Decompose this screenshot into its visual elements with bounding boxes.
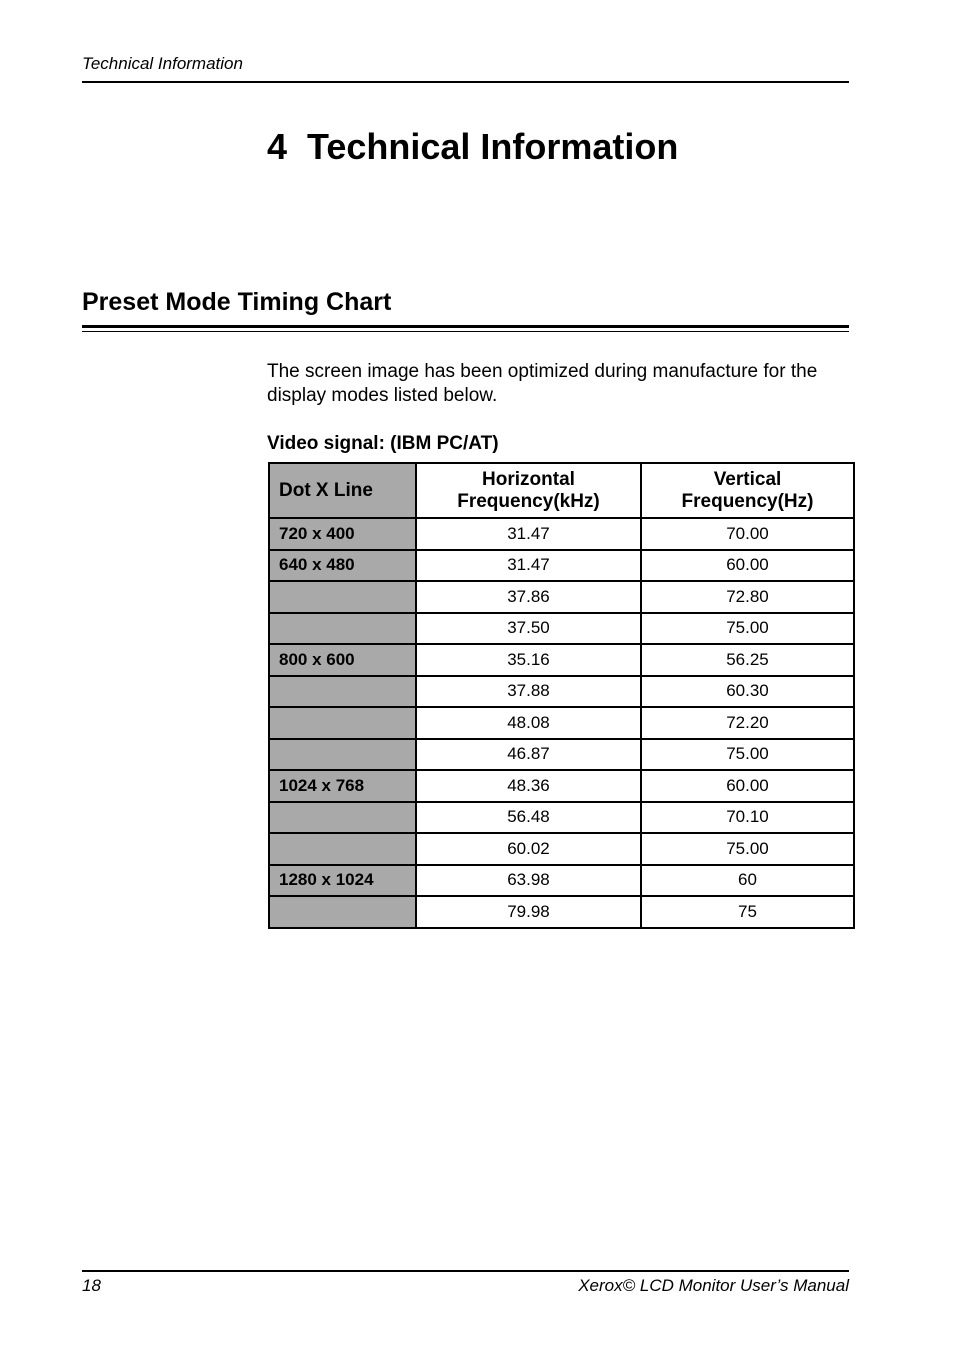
horizontal-frequency-cell: 56.48	[416, 802, 641, 834]
chapter-title	[267, 126, 678, 168]
horizontal-frequency-cell: 35.16	[416, 644, 641, 676]
column-header-line: Frequency(kHz)	[457, 490, 600, 512]
table-row	[269, 707, 854, 739]
vertical-frequency-cell: 75	[641, 896, 854, 928]
vertical-frequency-cell: 75.00	[641, 739, 854, 771]
running-header: Technical Information	[82, 54, 243, 73]
column-header-vertical-frequency	[641, 463, 854, 518]
page-number: 18	[82, 1276, 101, 1295]
mode-cell	[269, 707, 416, 739]
vertical-frequency-cell: 56.25	[641, 644, 854, 676]
table-caption: Video signal: (IBM PC/AT)	[267, 433, 499, 454]
mode-cell	[269, 802, 416, 834]
footer-rule	[82, 1270, 849, 1272]
horizontal-frequency-cell: 46.87	[416, 739, 641, 771]
timing-table	[268, 462, 855, 929]
table-row	[269, 676, 854, 708]
vertical-frequency-cell: 60.30	[641, 676, 854, 708]
table-row	[269, 739, 854, 771]
vertical-frequency-cell: 72.20	[641, 707, 854, 739]
vertical-frequency-cell: 60.00	[641, 550, 854, 582]
column-header-horizontal-frequency	[416, 463, 641, 518]
mode-cell: 1024 x 768	[269, 770, 416, 802]
horizontal-frequency-cell: 48.36	[416, 770, 641, 802]
horizontal-frequency-cell: 37.86	[416, 581, 641, 613]
mode-cell: 800 x 600	[269, 644, 416, 676]
mode-cell	[269, 739, 416, 771]
table-header-row	[269, 463, 854, 518]
vertical-frequency-cell: 60.00	[641, 770, 854, 802]
vertical-frequency-cell: 70.10	[641, 802, 854, 834]
horizontal-frequency-cell: 79.98	[416, 896, 641, 928]
table-row	[269, 518, 854, 550]
column-header-line: Frequency(Hz)	[681, 490, 814, 512]
chapter-title-text: Technical Information	[307, 126, 679, 167]
vertical-frequency-cell: 70.00	[641, 518, 854, 550]
mode-cell: 640 x 480	[269, 550, 416, 582]
vertical-frequency-cell: 72.80	[641, 581, 854, 613]
table-row	[269, 550, 854, 582]
column-header-line: Vertical	[713, 468, 782, 490]
column-header-dot-x-line	[269, 463, 416, 518]
column-header-line: Horizontal	[482, 468, 575, 490]
section-title: Preset Mode Timing Chart	[82, 288, 392, 316]
table-row	[269, 802, 854, 834]
mode-cell	[269, 833, 416, 865]
table-row	[269, 896, 854, 928]
vertical-frequency-cell: 75.00	[641, 613, 854, 645]
horizontal-frequency-cell: 48.08	[416, 707, 641, 739]
mode-cell	[269, 676, 416, 708]
horizontal-frequency-cell: 37.88	[416, 676, 641, 708]
horizontal-frequency-cell: 60.02	[416, 833, 641, 865]
mode-cell	[269, 581, 416, 613]
section-rule	[82, 325, 849, 332]
header-rule	[82, 81, 849, 83]
table-row	[269, 833, 854, 865]
horizontal-frequency-cell: 31.47	[416, 518, 641, 550]
horizontal-frequency-cell: 37.50	[416, 613, 641, 645]
table-row	[269, 613, 854, 645]
intro-paragraph: The screen image has been optimized during manufacture for the display modes listed below.	[267, 361, 818, 406]
mode-cell	[269, 896, 416, 928]
mode-cell	[269, 613, 416, 645]
mode-cell: 1280 x 1024	[269, 865, 416, 897]
table-row	[269, 770, 854, 802]
column-header-line: Dot X Line	[279, 479, 373, 501]
chapter-number: 4	[267, 126, 288, 167]
horizontal-frequency-cell: 63.98	[416, 865, 641, 897]
vertical-frequency-cell: 75.00	[641, 833, 854, 865]
vertical-frequency-cell: 60	[641, 865, 854, 897]
footer-title: Xerox© LCD Monitor User’s Manual	[578, 1276, 849, 1295]
table-row	[269, 581, 854, 613]
table-row	[269, 644, 854, 676]
mode-cell: 720 x 400	[269, 518, 416, 550]
table-row	[269, 865, 854, 897]
horizontal-frequency-cell: 31.47	[416, 550, 641, 582]
